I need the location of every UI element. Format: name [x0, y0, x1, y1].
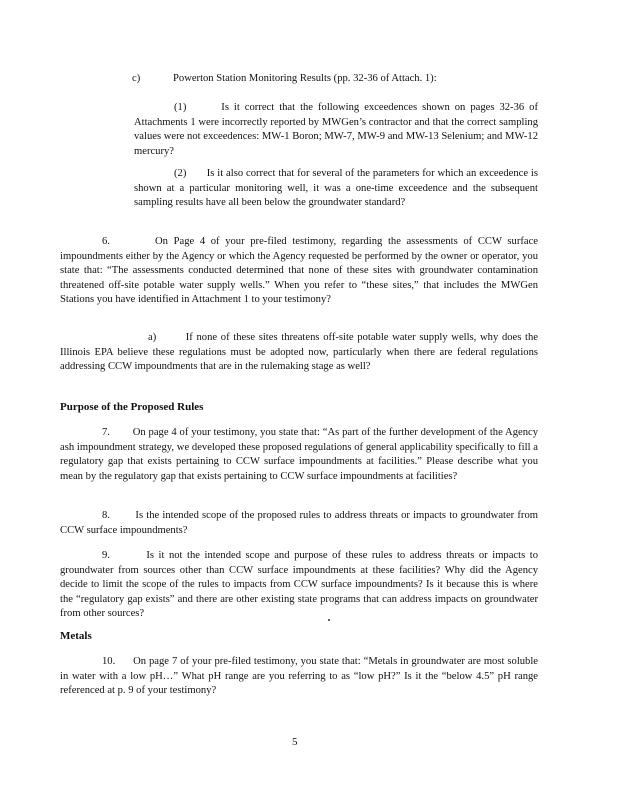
section-c-label: c): [132, 73, 141, 84]
question-6a: a) If none of these sites threatens off-site potable water supply wells, why does the Illinois EPA believe these regulations must be adopted now, particularly when there are federal regulations addressing CCW impoundments that are in the rulemaking stage as well?: [60, 332, 538, 373]
question-6: 6. On Page 4 of your pre-filed testimony, regarding the assessments of CCW surface impoundments either by the Agency or which the Agency requested be performed by the owner or operator, you state that: “The assessments conducted determined that none of these sites with groundwater contamination threatened off-site potable water supply wells.” When you refer to “these sites,” that includes the MWGen Stations you have identified in Attachment 1 to your testimony?: [60, 236, 538, 306]
heading-metals: Metals: [60, 630, 92, 642]
question-8: 8. Is the intended scope of the proposed rules to address threats or impacts to groundwater from CCW surface impoundments?: [60, 510, 538, 536]
question-c2: (2) Is it also correct that for several of the parameters for which an exceedence is shown at a particular monitoring well, it was a one-time exceedence and the subsequent sampling results have all been below the groundwater standard?: [134, 168, 538, 209]
scan-speck: [328, 619, 330, 621]
heading-purpose: Purpose of the Proposed Rules: [60, 401, 204, 413]
question-10: 10. On page 7 of your pre-filed testimony, you state that: “Metals in groundwater are most soluble in water with a low pH…” What pH range are you referring to as “low pH?” Is it the “below 4.5” pH range referenced at p. 9 of your testimony?: [60, 656, 538, 697]
question-c1: (1) Is it correct that the following exceedences shown on pages 32-36 of Attachments 1 were incorrectly reported by MWGen’s contractor and that the correct sampling values were not exceedences: MW-1 Boron; MW-7, MW-9 and MW-13 Selenium; and MW-12 mercury?: [134, 102, 538, 157]
question-7: 7. On page 4 of your testimony, you state that: “As part of the further development of the Agency ash impoundment strategy, we developed these proposed regulations of general applicability specifically to fill a regulatory gap that exists pertaining to CCW surface impoundments at facilities.” Please describe what you mean by the regulatory gap that exists pertaining to CCW surface impoundments at facilities?: [60, 427, 538, 482]
question-9: 9. Is it not the intended scope and purpose of these rules to address threats or impacts to groundwater from sources other than CCW surface impoundments at these facilities? Why did the Agency decide to limit the scope of the rules to impacts from CCW surface impoundments? Is it because this is where the “regulatory gap exists” and there are other existing state programs that can address impacts on groundwater from other sources?: [60, 550, 538, 620]
page-number: 5: [292, 736, 298, 748]
section-c-title: Powerton Station Monitoring Results (pp. 32-36 of Attach. 1):: [173, 73, 437, 84]
